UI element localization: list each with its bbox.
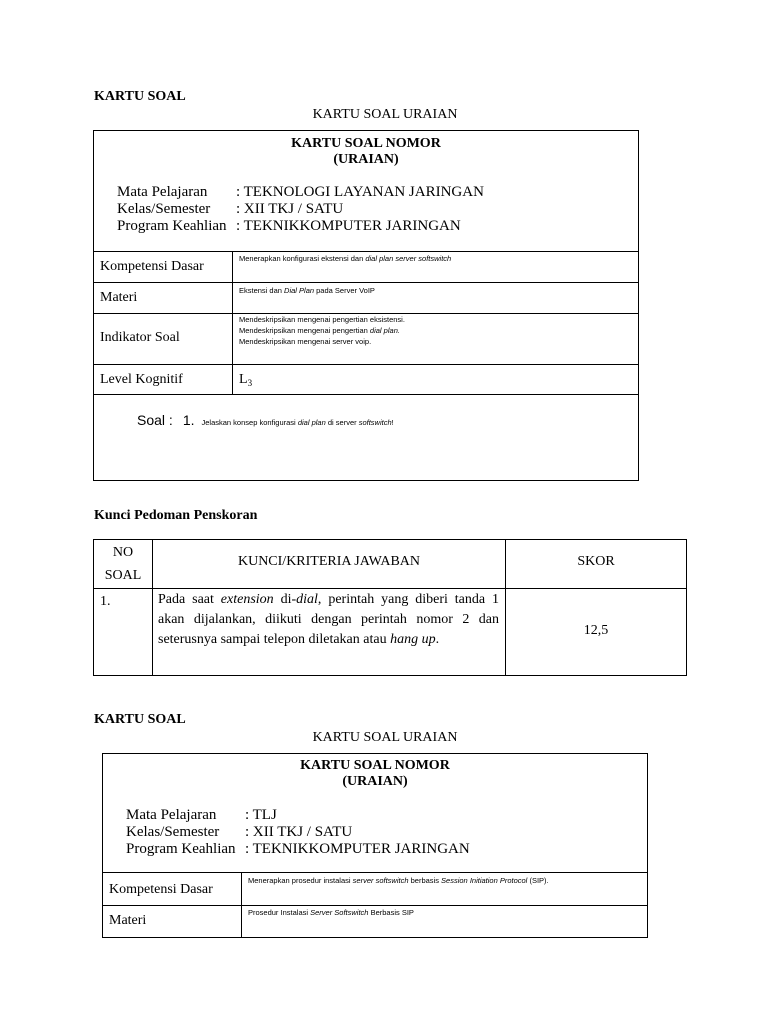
info-program-keahlian [117, 218, 461, 235]
materi-label: Materi [100, 290, 138, 305]
info-program-keahlian [126, 841, 470, 858]
scoring-table [93, 539, 687, 676]
soal-label: Soal : [137, 412, 173, 428]
question-card-1 [93, 130, 639, 481]
info-value: : TEKNOLOGI LAYANAN JARINGAN [236, 184, 484, 200]
info-label: Kelas/Semester [126, 824, 220, 840]
kompetensi-label: Kompetensi Dasar [109, 882, 213, 897]
header-kunci: KUNCI/KRITERIA JAWABAN [237, 554, 421, 569]
score-value: 12,5 [583, 623, 609, 638]
info-label: Mata Pelajaran [126, 807, 217, 823]
answer-text: Pada saat extension di-dial, perintah yang diberi tanda 1 akan dijalankan, diikuti dengan perintah nomor 2 dan seterusnya sampai telepon diletakan atau hang up. [158, 592, 499, 647]
materi-label: Materi [109, 913, 147, 928]
info-value: : XII TKJ / SATU [236, 201, 344, 217]
info-label: Program Keahlian [117, 218, 227, 234]
kompetensi-label: Kompetensi Dasar [100, 259, 204, 274]
info-kelas-semester [126, 824, 352, 841]
indikator-label: Indikator Soal [100, 330, 180, 345]
soal-line [137, 412, 394, 430]
section1-heading: KARTU SOAL [94, 89, 186, 104]
info-value: : TEKNIKKOMPUTER JARINGAN [236, 218, 461, 234]
section2-heading: KARTU SOAL [94, 712, 186, 727]
column-divider [232, 251, 233, 394]
info-label: Kelas/Semester [117, 201, 211, 217]
indikator-item-2: Mendeskripsikan mengenai pengertian dial plan. [239, 326, 400, 335]
indikator-item-1: Mendeskripsikan mengenai pengertian eksistensi. [239, 315, 405, 324]
header-skor: SKOR [577, 554, 615, 569]
soal-text: Jelaskan konsep konfigurasi dial plan di server softswitch! [201, 418, 394, 427]
info-value: : TLJ [245, 807, 277, 823]
section1-subheading: KARTU SOAL URAIAN [312, 107, 458, 122]
indikator-item-3: Mendeskripsikan mengenai server voip. [239, 337, 372, 346]
row-no: 1. [100, 594, 111, 609]
card-title-line2: (URAIAN) [333, 152, 399, 167]
card-title-line1: KARTU SOAL NOMOR [300, 758, 450, 773]
row-divider [94, 251, 638, 252]
card-title-line2: (URAIAN) [342, 774, 408, 789]
row-divider [94, 588, 686, 589]
row-divider [103, 905, 647, 906]
row-divider [94, 364, 638, 365]
kompetensi-value: Menerapkan konfigurasi ekstensi dan dial plan server softswitch [239, 254, 452, 263]
materi-value: Prosedur Instalasi Server Softswitch Berbasis SIP [248, 908, 414, 917]
level-value: $L_3$ [239, 372, 253, 388]
info-label: Mata Pelajaran [117, 184, 208, 200]
info-value: : XII TKJ / SATU [245, 824, 353, 840]
info-mata-pelajaran [117, 184, 484, 201]
kompetensi-value: Menerapkan prosedur instalasi server softswitch berbasis Session Initiation Protocol (SIP). [248, 876, 549, 885]
info-value: : TEKNIKKOMPUTER JARINGAN [245, 841, 470, 857]
row-divider [94, 282, 638, 283]
info-label: Program Keahlian [126, 841, 236, 857]
soal-number: 1. [182, 412, 195, 428]
row-divider [94, 394, 638, 395]
header-no-soal: NO SOAL [104, 545, 142, 583]
column-divider [241, 872, 242, 937]
kunci-heading: Kunci Pedoman Penskoran [94, 508, 258, 523]
section2-subheading: KARTU SOAL URAIAN [312, 730, 458, 745]
row-divider [103, 872, 647, 873]
card-title-line1: KARTU SOAL NOMOR [291, 136, 441, 151]
question-card-2 [102, 753, 648, 938]
materi-value: Ekstensi dan Dial Plan pada Server VoIP [239, 286, 375, 295]
level-label: Level Kognitif [100, 372, 183, 387]
info-mata-pelajaran [126, 807, 277, 824]
info-kelas-semester [117, 201, 343, 218]
